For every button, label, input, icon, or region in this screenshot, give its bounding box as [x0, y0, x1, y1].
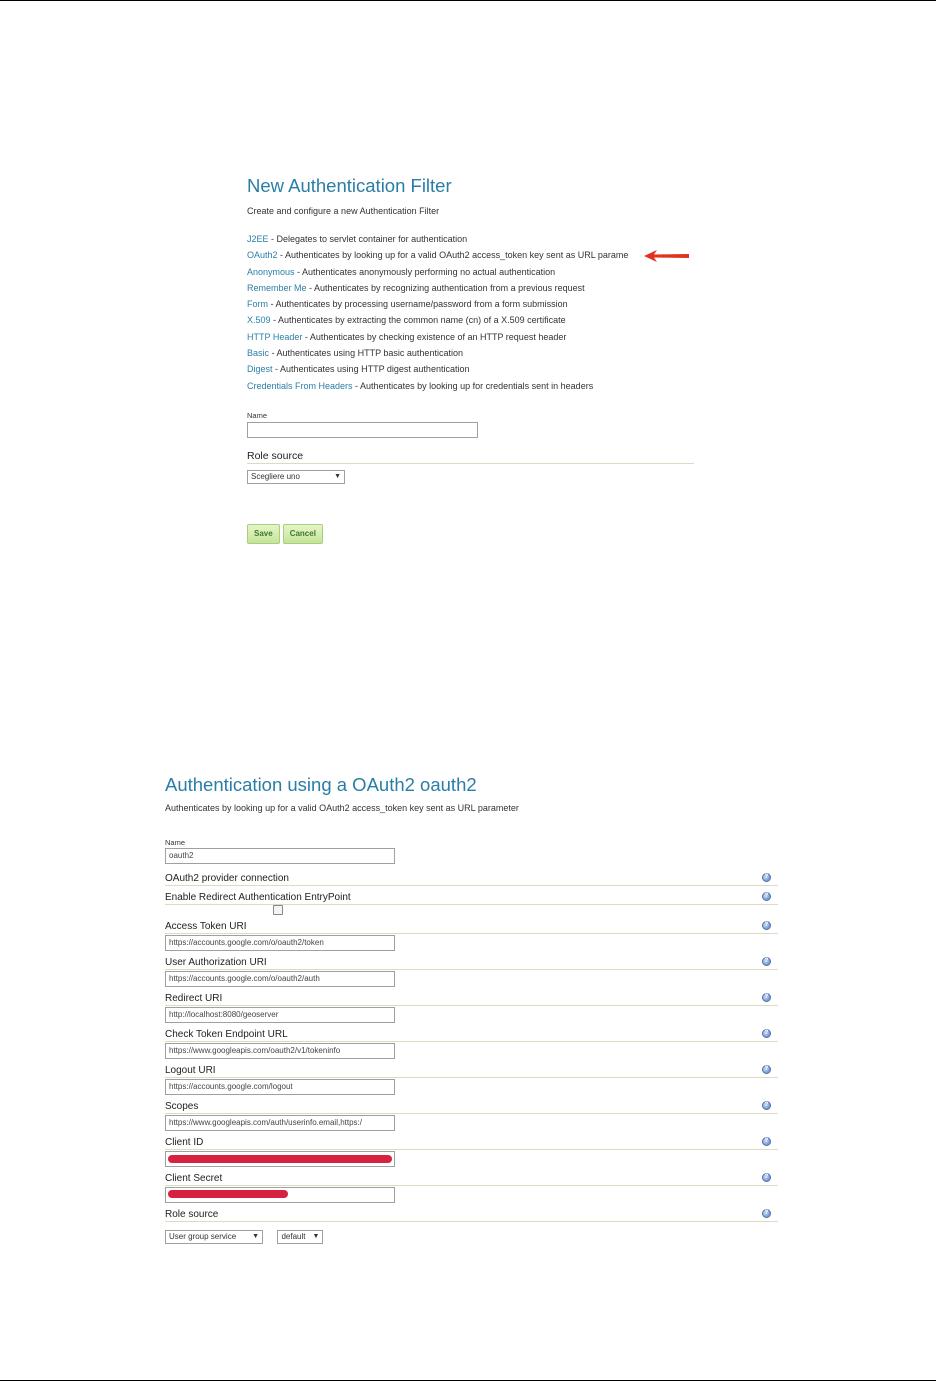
redirect-uri-input[interactable]: http://localhost:8080/geoserver — [165, 1007, 395, 1023]
role-service-value: default — [281, 1232, 306, 1241]
save-button[interactable]: Save — [247, 524, 280, 544]
role-source-type-value: User group service — [169, 1232, 237, 1241]
help-icon[interactable]: ? — [762, 1209, 771, 1218]
scopes-label: Scopes — [165, 1101, 199, 1112]
type-desc: - Delegates to servlet container for authentication — [268, 234, 468, 244]
help-icon[interactable]: ? — [762, 1065, 771, 1074]
dropdown-arrow-icon: ▼ — [334, 472, 341, 480]
check-token-input[interactable]: https://www.googleapis.com/oauth2/v1/tokeninfo — [165, 1043, 395, 1059]
logout-uri-label: Logout URI — [165, 1065, 216, 1076]
help-icon[interactable]: ? — [762, 1137, 771, 1146]
oauth-name-label: Name — [165, 838, 186, 847]
role-source-type-select[interactable] — [165, 1230, 263, 1244]
role-source-select[interactable] — [247, 470, 345, 484]
digest-link[interactable]: Digest — [247, 364, 273, 375]
filter-type-j2ee — [247, 231, 697, 247]
filter-type-x509 — [247, 312, 697, 328]
name-input[interactable] — [247, 422, 478, 438]
help-icon[interactable]: ? — [762, 1173, 771, 1182]
logout-uri-input[interactable]: https://accounts.google.com/logout — [165, 1079, 395, 1095]
client-secret-input[interactable] — [165, 1187, 395, 1203]
help-icon[interactable]: ? — [762, 957, 771, 966]
help-icon[interactable]: ? — [762, 873, 771, 882]
access-token-uri-label: Access Token URI — [165, 921, 247, 932]
redaction-mark — [168, 1155, 392, 1163]
role-source-value: Scegliere uno — [251, 471, 300, 481]
type-desc: - Authenticates by checking existence of an HTTP request header — [302, 331, 567, 342]
name-label: Name — [247, 410, 268, 420]
http-header-link[interactable]: HTTP Header — [247, 331, 303, 342]
oauth2-link[interactable]: OAuth2 — [247, 250, 278, 261]
type-desc: - Authenticates by recognizing authentication from a previous request — [306, 282, 585, 293]
basic-link[interactable]: Basic — [247, 348, 270, 359]
role-source-heading: Role source — [247, 450, 694, 464]
type-desc: - Authenticates by processing username/password from a form submission — [268, 299, 568, 310]
oauth-title: Authentication using a OAuth2 oauth2 — [165, 774, 477, 795]
help-icon[interactable]: ? — [762, 921, 771, 930]
role-source-selects — [165, 1226, 778, 1244]
logout-uri-row — [165, 1059, 778, 1078]
help-icon[interactable]: ? — [762, 892, 771, 901]
help-icon[interactable]: ? — [762, 1101, 771, 1110]
filter-type-oauth2 — [247, 247, 697, 263]
filter-type-anonymous — [247, 264, 697, 280]
type-desc: - Authenticates anonymously performing no actual authentication — [294, 266, 556, 277]
cancel-button[interactable]: Cancel — [283, 524, 323, 544]
type-desc: - Authenticates using HTTP digest authentication — [272, 364, 470, 375]
redaction-mark — [168, 1190, 288, 1198]
user-auth-uri-row — [165, 951, 778, 970]
oauth-subtitle: Authenticates by looking up for a valid OAuth2 access_token key sent as URL parameter — [165, 803, 519, 813]
oauth-role-source-label: Role source — [165, 1209, 219, 1220]
page-title: New Authentication Filter — [247, 175, 452, 196]
form-buttons — [247, 523, 697, 544]
access-token-uri-row — [165, 915, 778, 934]
client-secret-row — [165, 1167, 778, 1186]
redirect-uri-label: Redirect URI — [165, 993, 223, 1004]
enable-redirect-label: Enable Redirect Authentication EntryPoint — [165, 892, 351, 903]
credentials-from-headers-link[interactable]: Credentials From Headers — [247, 380, 353, 391]
help-icon[interactable]: ? — [762, 1029, 771, 1038]
client-id-row — [165, 1131, 778, 1150]
page-bottom-rule — [0, 1380, 936, 1381]
client-id-input[interactable] — [165, 1151, 395, 1167]
enable-redirect-checkbox-wrap — [165, 905, 778, 915]
anonymous-link[interactable]: Anonymous — [247, 266, 295, 277]
access-token-uri-input[interactable]: https://accounts.google.com/o/oauth2/token — [165, 935, 395, 951]
help-icon[interactable]: ? — [762, 993, 771, 1002]
filter-type-http-header — [247, 329, 697, 345]
filter-type-basic — [247, 345, 697, 361]
remember-me-link[interactable]: Remember Me — [247, 282, 307, 293]
filter-type-remember-me — [247, 280, 697, 296]
type-desc: - Authenticates by extracting the common name (cn) of a X.509 certificate — [270, 315, 566, 326]
dropdown-arrow-icon: ▼ — [312, 1233, 320, 1240]
user-auth-uri-label: User Authorization URI — [165, 957, 267, 968]
form-link[interactable]: Form — [247, 299, 268, 310]
user-auth-uri-input[interactable]: https://accounts.google.com/o/oauth2/auth — [165, 971, 395, 987]
new-filter-panel — [247, 170, 697, 544]
x509-link[interactable]: X.509 — [247, 315, 271, 326]
type-desc: - Authenticates by looking up for credentials sent in headers — [352, 380, 594, 391]
page-subtitle: Create and configure a new Authentication Filter — [247, 206, 440, 216]
filter-type-digest — [247, 361, 697, 377]
provider-connection-label: OAuth2 provider connection — [165, 873, 289, 884]
j2ee-link[interactable]: J2EE — [247, 234, 269, 244]
redirect-uri-row — [165, 987, 778, 1006]
scopes-input[interactable]: https://www.googleapis.com/auth/userinfo.email,https:/ — [165, 1115, 395, 1131]
enable-redirect-row — [165, 886, 778, 905]
oauth-name-input[interactable]: oauth2 — [165, 848, 395, 864]
page-top-rule — [0, 0, 936, 1]
annotation-arrow-icon — [643, 249, 691, 263]
filter-type-form — [247, 296, 697, 312]
filter-type-credentials-headers — [247, 378, 697, 394]
role-source-row — [165, 1203, 778, 1222]
client-id-label: Client ID — [165, 1137, 204, 1148]
filter-type-list — [247, 231, 697, 394]
check-token-row — [165, 1023, 778, 1042]
type-desc: - Authenticates by looking up for a valid OAuth2 access_token key sent as URL parame — [277, 250, 629, 261]
check-token-label: Check Token Endpoint URL — [165, 1029, 288, 1040]
scopes-row — [165, 1095, 778, 1114]
type-desc: - Authenticates using HTTP basic authentication — [269, 348, 463, 359]
role-service-select[interactable] — [277, 1230, 323, 1244]
enable-redirect-checkbox[interactable] — [273, 905, 283, 915]
provider-connection-row — [165, 867, 778, 886]
dropdown-arrow-icon: ▼ — [252, 1233, 259, 1240]
oauth2-config-panel — [165, 770, 778, 1244]
client-secret-label: Client Secret — [165, 1173, 223, 1184]
